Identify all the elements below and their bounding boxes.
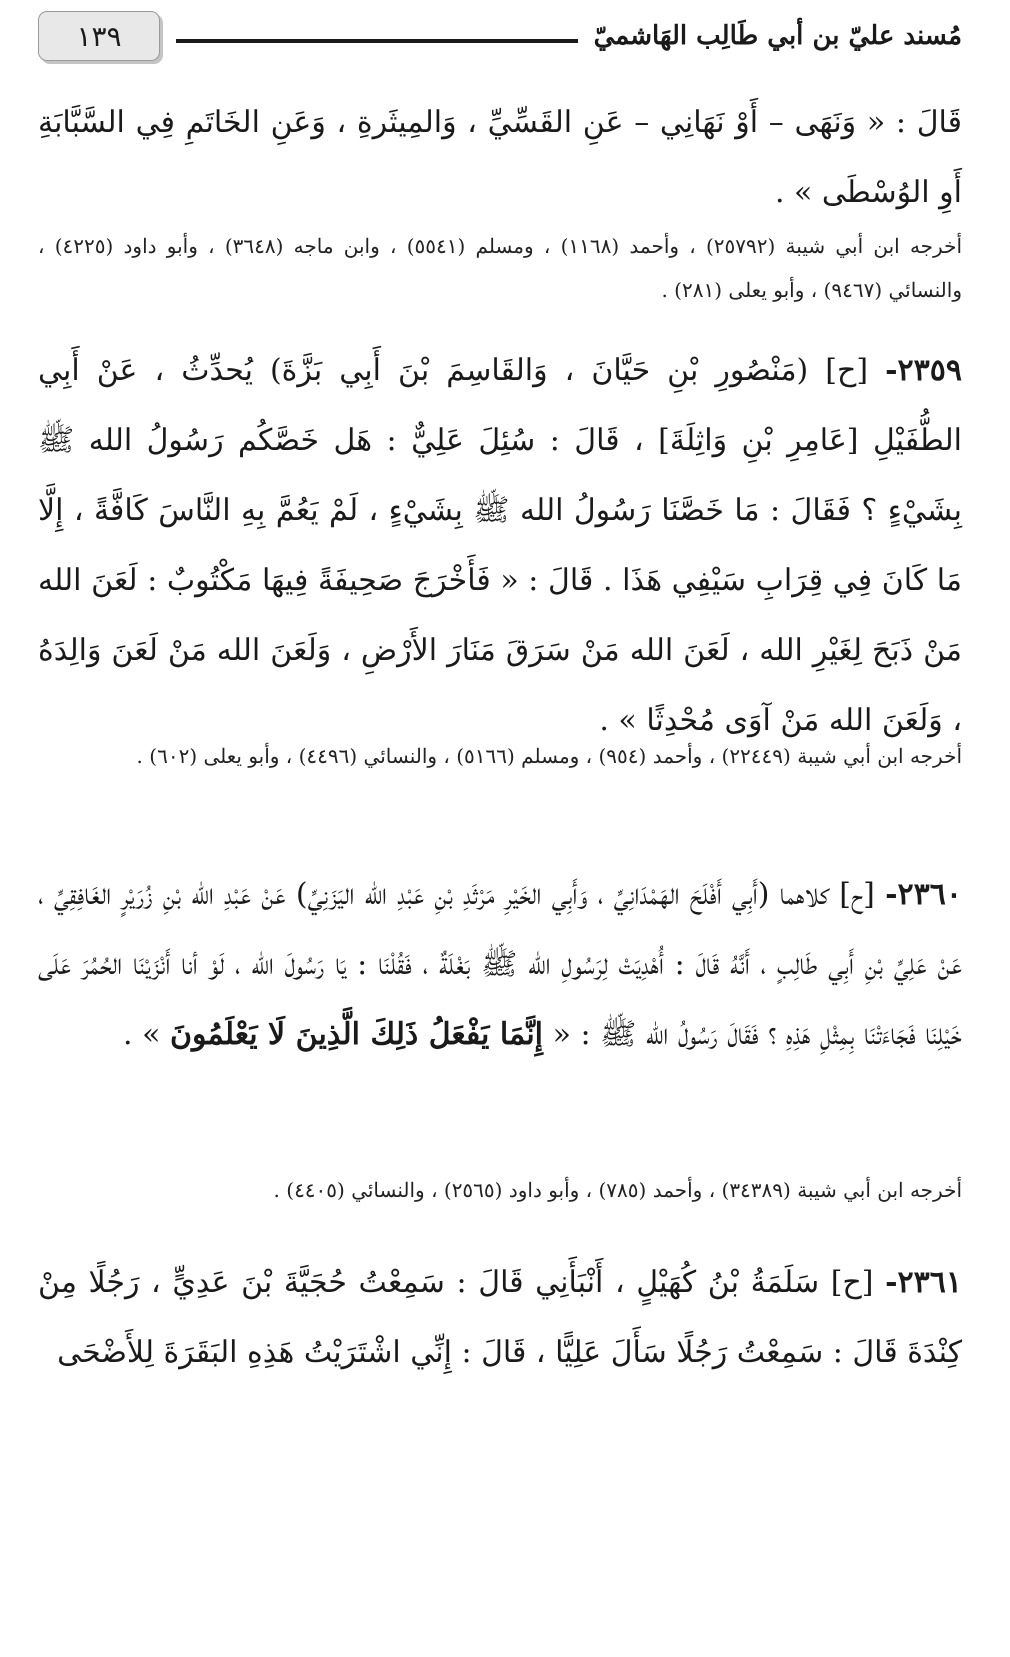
- hadith-text: [38, 1248, 962, 1388]
- hadith-text: [38, 336, 962, 756]
- takhrij-note: [38, 224, 962, 312]
- hadith-block-2360: [38, 860, 962, 1070]
- takhrij-text: أخرجه ابن أبي شيبة (٣٤٣٨٩) ، وأحمد (٧٨٥) ، وأبو داود (٢٥٦٥) ، والنسائي (٤٤٠٥) .: [273, 1178, 962, 1202]
- hadith-number: ٢٣٦١-: [885, 1265, 962, 1300]
- hadith-number: ٢٣٥٩-: [885, 353, 962, 388]
- hadith-body: [ح] كلاهما (أَبِي أَفْلَحَ الهَمْدَانِيِّ ، وَأَبِي الخَيْرِ مَرْثَدِ بْنِ عَبْدِ الله اليَزَنِيِّ) عَنْ عَبْدِ الله بْنِ زُرَيْرٍ الغَافِقِيِّ ، عَنْ عَلِيِّ بْنِ أَبِي طَالِبٍ ، أَنَّهُ قَالَ : أُهْدِيَتْ لِرَسُولِ الله ﷺ بَغْلَةٌ ، فَقُلْنَا : يَا رَسُولَ الله ، لَوْ أنا أَنْزَيْنَا الحُمُرَ عَلَى خَيْلِنَا فَجَاءَتْنَا بِمِثْلِ هَذِهِ ؟ فَقَالَ رَسُولُ الله ﷺ : «: [38, 877, 962, 1052]
- prophetic-quote: إِنَّمَا يَفْعَلُ ذَلِكَ الَّذِينَ لَا يَعْلَمُونَ: [169, 1017, 544, 1052]
- takhrij-note: [38, 734, 962, 778]
- hadith-block-2361: [38, 1248, 962, 1388]
- hadith-body: [ح] سَلَمَةُ بْنُ كُهَيْلٍ ، أَنْبَأَنِي قَالَ : سَمِعْتُ حُجَيَّةَ بْنَ عَدِيٍّ ، رَجُلًا مِنْ كِنْدَةَ قَالَ : سَمِعْتُ رَجُلًا سَأَلَ عَلِيًّا ، قَالَ : إِنِّي اشْتَرَيْتُ هَذِهِ البَقَرَةَ لِلأَضْحَى: [38, 1265, 962, 1370]
- takhrij-note: [38, 1168, 962, 1212]
- takhrij-text: أخرجه ابن أبي شيبة (٢٥٧٩٢) ، وأحمد (١١٦٨) ، ومسلم (٥٥٤١) ، وابن ماجه (٣٦٤٨) ، وأبو داود (٤٢٢٥) ، والنسائي (٩٤٦٧) ، وأبو يعلى (٢٨١) .: [38, 234, 963, 302]
- hadith-text: [38, 860, 962, 1070]
- quote-close: » .: [123, 1017, 161, 1052]
- hadith-text: قَالَ : « وَنَهَى – أَوْ نَهَانِي – عَنِ القَسِّيِّ ، وَالمِيثَرةِ ، وَعَنِ الخَاتَمِ فِي السَّبَّابَةِ أَوِ الوُسْطَى » .: [38, 105, 962, 210]
- running-title: مُسند عليّ بن أبي طَالِب الهَاشميّ: [593, 21, 962, 51]
- hadith-block-2359: [38, 336, 962, 756]
- page-number-badge: ١٣٩: [38, 11, 160, 61]
- takhrij-text: أخرجه ابن أبي شيبة (٢٢٤٤٩) ، وأحمد (٩٥٤) ، ومسلم (٥١٦٦) ، والنسائي (٤٤٩٦) ، وأبو يعلى (٦٠٢) .: [136, 744, 962, 768]
- hadith-number: ٢٣٦٠-: [885, 877, 962, 912]
- header-rule: [176, 39, 578, 43]
- page-header: [38, 8, 962, 64]
- hadith-block-continued: [38, 88, 962, 228]
- hadith-body: [ح] (مَنْصُورِ بْنِ حَيَّانَ ، وَالقَاسِمَ بْنَ أَبِي بَزَّةَ) يُحدِّثُ ، عَنْ أَبِي الطُّفَيْلِ [عَامِرِ بْنِ وَاثِلَةَ] ، قَالَ : سُئِلَ عَلِيٌّ : هَل خَصَّكُم رَسُولُ الله ﷺ بِشَيْءٍ ؟ فَقَالَ : مَا خَصَّنَا رَسُولُ الله ﷺ بِشَيْءٍ ، لَمْ يَعُمَّ بِهِ النَّاسَ كَافَّةً ، إِلَّا مَا كَانَ فِي قِرَابِ سَيْفِي هَذَا . قَالَ : « فَأَخْرَجَ صَحِيفَةً فِيهَا مَكْتُوبٌ : لَعَنَ الله مَنْ ذَبَحَ لِغَيْرِ الله ، لَعَنَ الله مَنْ سَرَقَ مَنَارَ الأَرْضِ ، وَلَعَنَ الله مَنْ لَعَنَ وَالِدَهُ ، وَلَعَنَ الله مَنْ آوَى مُحْدِثًا » .: [38, 353, 962, 738]
